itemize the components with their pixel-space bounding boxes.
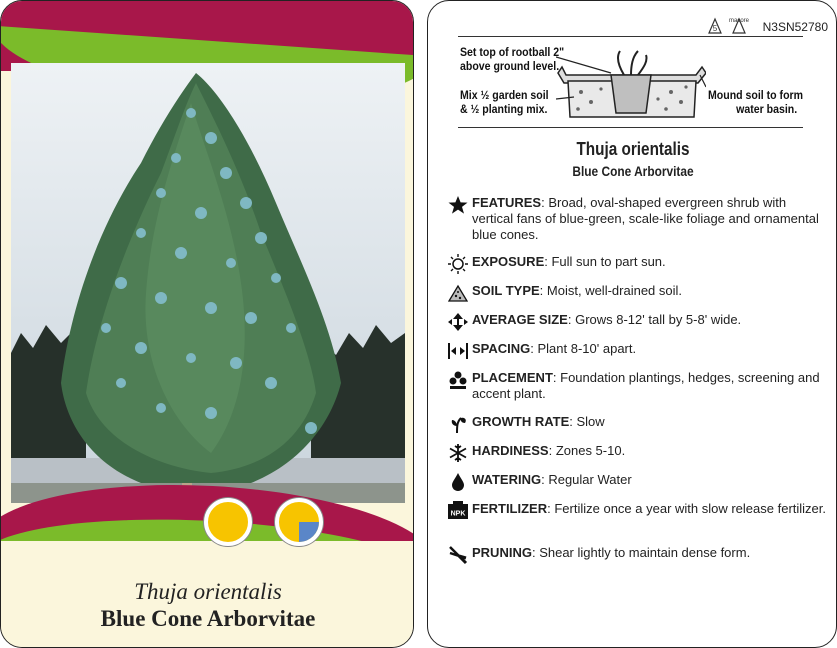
attr-label: FERTILIZER (472, 501, 548, 516)
back-botanical-name: Thuja orientalis (576, 139, 690, 159)
svg-text:5: 5 (712, 24, 718, 33)
front-botanical-name: Thuja orientalis (134, 579, 282, 604)
front-common-name: Blue Cone Arborvitae (100, 606, 316, 631)
front-card (0, 0, 414, 648)
attr-label: HARDINESS (472, 443, 549, 458)
attr-text: Broad, oval-shaped evergreen shrub with vertical fans of blue-green, scale-like foliage and ornamental blue cones. (472, 195, 819, 242)
attr-text: Regular Water (548, 472, 632, 487)
attr-text: Full sun to part sun. (551, 254, 666, 269)
plant-photo (11, 63, 405, 503)
growth-icon (448, 414, 468, 434)
attr-text: Foundation plantings, hedges, screening and accent plant. (472, 370, 820, 401)
mix-note-line1: Mix ½ garden soil (460, 88, 549, 102)
height-icon (448, 312, 468, 332)
rootball-note-line1: Set top of rootball 2" (460, 45, 565, 59)
planting-diagram (556, 47, 706, 125)
attr-text: Shear lightly to maintain dense form. (539, 545, 751, 560)
attr-label: FEATURES (472, 195, 542, 210)
snowflake-icon (448, 443, 468, 463)
attr-text: Plant 8-10' apart. (537, 341, 637, 356)
water-drop-icon (448, 472, 468, 492)
back-card (427, 0, 837, 648)
attr-label: WATERING (472, 472, 542, 487)
attr-label: EXPOSURE (472, 254, 545, 269)
spacing-icon (448, 341, 468, 361)
mix-note-line2: & ½ planting mix. (460, 102, 548, 116)
rootball-note-line2: above ground level. (460, 59, 560, 73)
rootball-note (460, 45, 564, 73)
attr-label: SOIL TYPE (472, 283, 540, 298)
attr-features: FEATURES: Broad, oval-shaped evergreen shrub with vertical fans of blue-green, scale-like foliage and ornamental blue cones. (448, 195, 828, 243)
attr-spacing: SPACING: Plant 8-10' apart. (448, 341, 828, 357)
attr-label: SPACING (472, 341, 531, 356)
divider-bottom (458, 127, 803, 128)
attr-growth: GROWTH RATE: Slow (448, 414, 828, 430)
sun-icon (448, 254, 468, 274)
placement-icon (448, 370, 468, 390)
back-common-name: Blue Cone Arborvitae (572, 163, 694, 179)
soil-icon (448, 283, 468, 303)
attr-hardiness: HARDINESS: Zones 5-10. (448, 443, 828, 459)
svg-text:NPK: NPK (450, 510, 466, 518)
attr-text: Zones 5-10. (555, 443, 626, 458)
star-icon (448, 195, 468, 215)
attr-text: Moist, well-drained soil. (546, 283, 683, 298)
attr-watering: WATERING: Regular Water (448, 472, 828, 488)
attr-label: AVERAGE SIZE (472, 312, 568, 327)
attr-soil: SOIL TYPE: Moist, well-drained soil. (448, 283, 828, 299)
attr-text: Fertilize once a year with slow release fertilizer. (554, 501, 827, 516)
attr-text: Slow (576, 414, 605, 429)
attr-placement: PLACEMENT: Foundation plantings, hedges, screening and accent plant. (448, 370, 828, 402)
part-sun-icon (275, 498, 323, 546)
attr-label: GROWTH RATE (472, 414, 570, 429)
divider-top (458, 36, 803, 37)
mound-note-line2: water basin. (736, 102, 798, 116)
attr-pruning: PRUNING: Shear lightly to maintain dense form. (448, 545, 828, 561)
npk-icon (448, 501, 468, 521)
attr-label: PRUNING (472, 545, 532, 560)
mound-note (708, 88, 803, 116)
attr-exposure: EXPOSURE: Full sun to part sun. (448, 254, 828, 270)
pruners-icon (448, 545, 468, 565)
mix-note (460, 88, 549, 116)
product-code: N3SN52780 (762, 20, 828, 34)
full-sun-icon (204, 498, 252, 546)
svg-text:macore: macore (728, 18, 750, 24)
arborvitae-image (11, 63, 405, 503)
mound-note-line1: Mound soil to form (708, 88, 804, 102)
attr-text: Grows 8-12' tall by 5-8' wide. (575, 312, 742, 327)
recycle-icon (705, 13, 753, 37)
attr-fertilizer: NPK FERTILIZER: Fertilize once a year with slow release fertilizer. (448, 501, 828, 517)
attr-label: PLACEMENT (472, 370, 553, 385)
attr-size: AVERAGE SIZE: Grows 8-12' tall by 5-8' wide. (448, 312, 828, 328)
